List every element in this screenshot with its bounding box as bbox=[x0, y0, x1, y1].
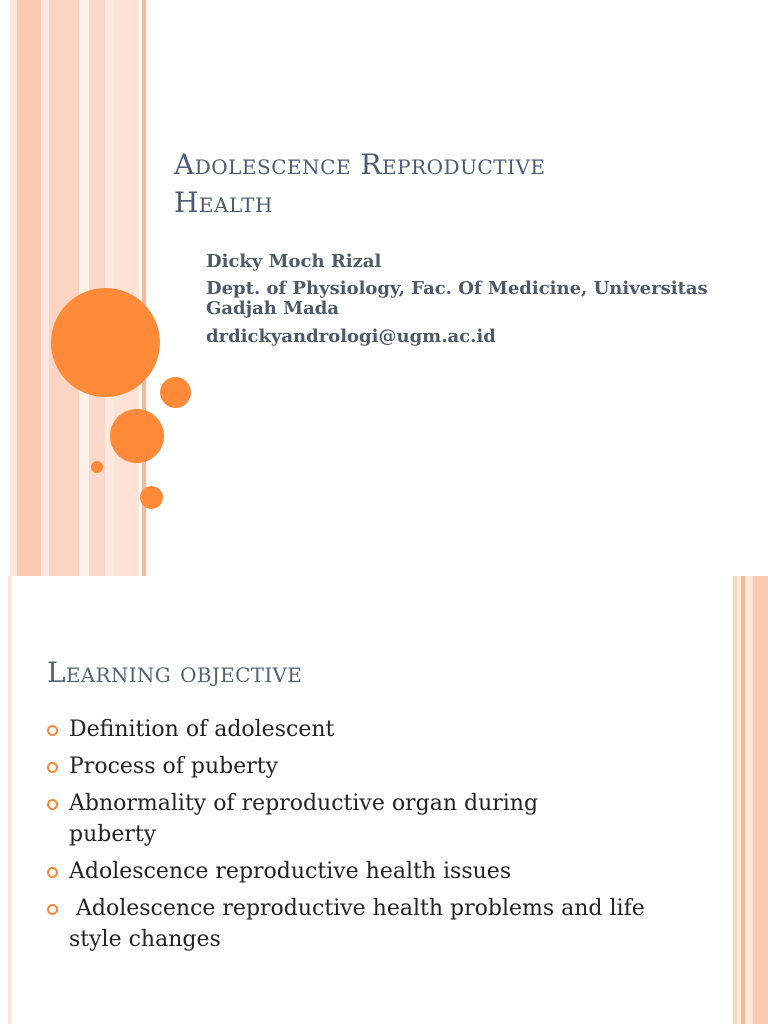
slide-title: Learning objective bbox=[47, 656, 303, 689]
stripe bbox=[745, 576, 753, 1024]
stripe bbox=[79, 0, 89, 576]
stripe bbox=[41, 0, 49, 576]
small-circle bbox=[140, 486, 163, 509]
title-line: Adolescence Reproductive bbox=[174, 148, 546, 181]
title-line: Health bbox=[174, 186, 273, 219]
stripe bbox=[49, 0, 79, 576]
list-item bbox=[47, 856, 687, 887]
author-block bbox=[206, 251, 766, 347]
author-affiliation: Dept. of Physiology, Fac. Of Medicine, Universitas Gadjah Mada bbox=[206, 278, 708, 319]
objectives-list bbox=[47, 714, 687, 961]
circle-bullet-icon bbox=[47, 725, 58, 736]
tiny-circle bbox=[91, 461, 103, 473]
author-name: Dicky Moch Rizal bbox=[206, 251, 382, 272]
list-item bbox=[47, 714, 687, 745]
list-item bbox=[47, 893, 687, 955]
objective-text: Definition of adolescent bbox=[69, 717, 335, 742]
list-item bbox=[47, 788, 687, 850]
stripe bbox=[17, 0, 41, 576]
objectives-slide bbox=[0, 576, 768, 1024]
circle-bullet-icon bbox=[47, 799, 58, 810]
large-circle bbox=[51, 288, 160, 397]
objective-text: Adolescence reproductive health issues bbox=[69, 859, 512, 884]
list-item bbox=[47, 751, 687, 782]
circle-bullet-icon bbox=[47, 867, 58, 878]
circle-bullet-icon bbox=[47, 904, 58, 915]
stripe bbox=[753, 576, 768, 1024]
circle-bullet-icon bbox=[47, 762, 58, 773]
presentation-title bbox=[174, 146, 734, 222]
small-circle bbox=[160, 377, 191, 408]
medium-circle bbox=[110, 409, 164, 463]
objective-text: Abnormality of reproductive organ during puberty bbox=[69, 791, 539, 847]
stripe bbox=[10, 0, 17, 576]
stripe bbox=[114, 0, 139, 576]
stripe bbox=[8, 576, 11, 1024]
author-email: drdickyandrologi@ugm.ac.id bbox=[206, 326, 496, 347]
objective-text: Process of puberty bbox=[69, 754, 278, 779]
objective-text: Adolescence reproductive health problems and life style changes bbox=[69, 896, 652, 952]
